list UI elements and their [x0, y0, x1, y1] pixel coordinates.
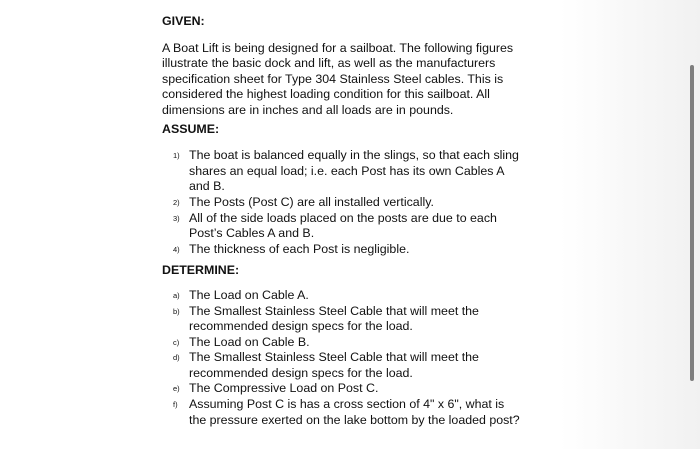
determine-item	[162, 288, 522, 304]
determine-item-marker: d)	[173, 353, 180, 363]
determine-item-text: The Load on Cable B.	[189, 334, 310, 349]
given-heading: GIVEN:	[162, 14, 205, 28]
determine-item-text: The Load on Cable A.	[189, 287, 309, 302]
determine-item	[162, 350, 522, 381]
determine-item-text: The Compressive Load on Post C.	[189, 381, 379, 396]
assume-list	[162, 148, 522, 257]
determine-item-text: Assuming Post C is has a cross section of 4" x 6", what is the pressure exerted on the lake bottom by the loaded post?	[189, 397, 520, 427]
determine-item-text: The Smallest Stainless Steel Cable that will meet the recommended design specs for the load.	[189, 303, 479, 334]
assume-item-marker: 1)	[173, 151, 180, 161]
assume-item-marker: 2)	[173, 197, 180, 207]
determine-item-marker: c)	[173, 337, 180, 347]
assume-item-marker: 3)	[173, 213, 180, 223]
assume-heading: ASSUME:	[162, 121, 220, 136]
determine-item-marker: a)	[173, 290, 180, 300]
assume-item	[162, 195, 522, 211]
determine-item-marker: f)	[173, 400, 178, 410]
determine-item	[162, 335, 522, 351]
assume-item	[162, 242, 522, 258]
determine-item	[162, 304, 522, 335]
determine-heading: DETERMINE:	[162, 263, 240, 278]
assume-item	[162, 148, 522, 195]
assume-item-text: The Posts (Post C) are all installed vertically.	[189, 194, 434, 209]
given-text: A Boat Lift is being designed for a sailboat. The following figures illustrate the basic dock and lift, as well as the manufacturers specification sheet for Type 304 Stainless Steel cables. This is considered the highest loading condition for this sailboat. All dimensions are in inches and all loads are in pounds.	[162, 40, 514, 117]
vertical-scrollbar[interactable]	[688, 0, 696, 449]
assume-item-text: The thickness of each Post is negligible.	[189, 241, 410, 256]
determine-item-marker: b)	[173, 306, 180, 316]
assume-item-text: The boat is balanced equally in the slings, so that each sling shares an equal load; i.e. each Post has its own Cables A and B.	[189, 148, 519, 194]
determine-item	[162, 381, 522, 397]
assume-item	[162, 211, 522, 242]
determine-item	[162, 397, 522, 428]
problem-statement	[162, 14, 522, 428]
determine-list	[162, 288, 522, 428]
assume-item-text: All of the side loads placed on the posts are due to each Post’s Cables A and B.	[189, 210, 497, 241]
determine-item-text: The Smallest Stainless Steel Cable that will meet the recommended design specs for the load.	[189, 350, 479, 380]
determine-item-marker: e)	[173, 384, 180, 394]
assume-item-marker: 4)	[173, 244, 180, 254]
scrollbar-thumb[interactable]	[690, 65, 694, 381]
